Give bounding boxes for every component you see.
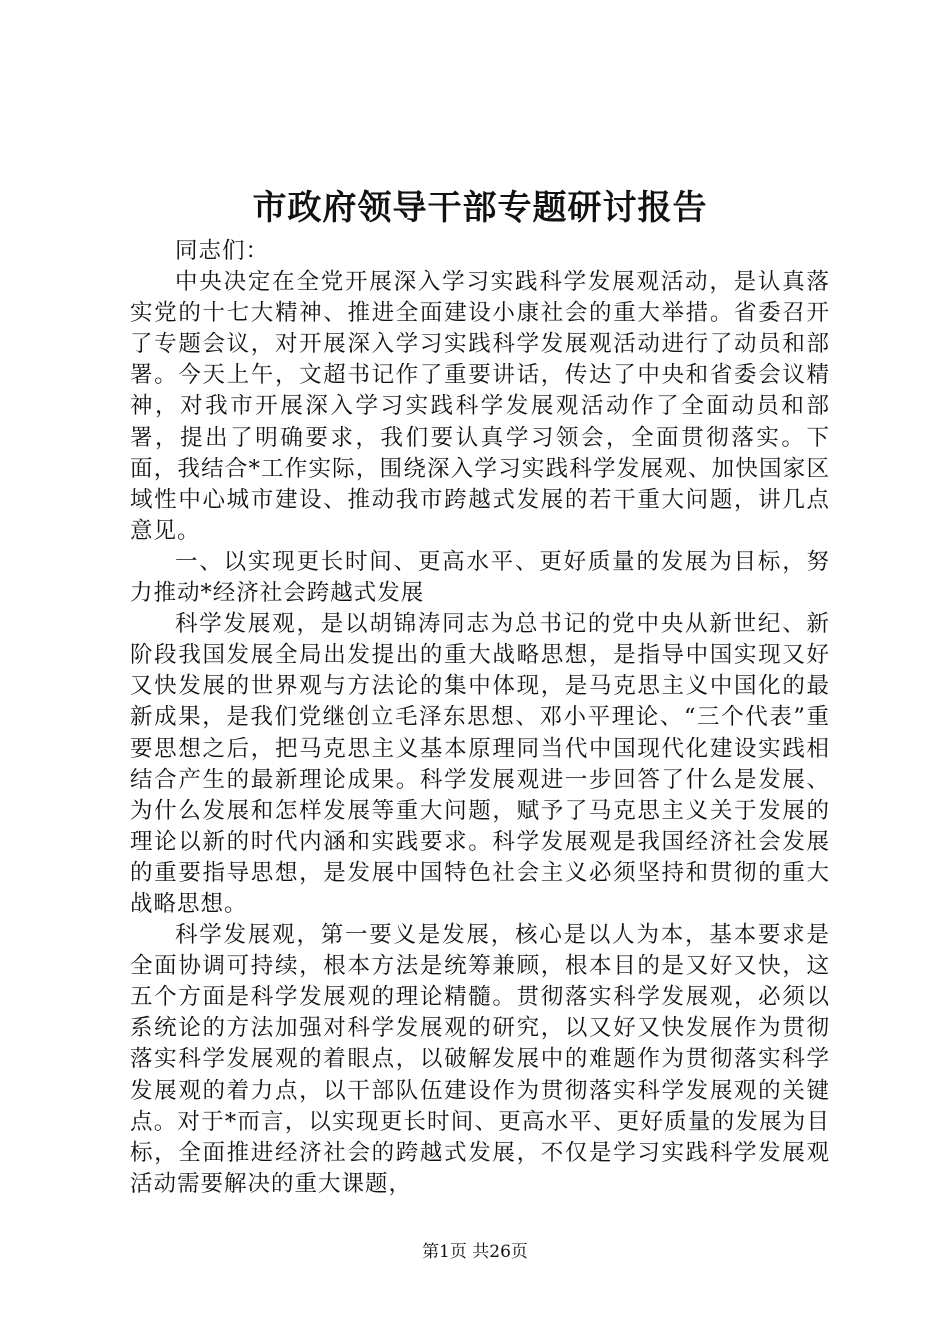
body-paragraph: 科学发展观，是以胡锦涛同志为总书记的党中央从新世纪、新阶段我国发展全局出发提出的重大战略思想，是指导中国实现又好又快发展的世界观与方法论的集中体现，是马克思主义中国化的最新成果，是我们党继创立毛泽东思想、邓小平理论、“三个代表”重要思想之后，把马克思主义基本原理同当代中国现代化建设实践相结合产生的最新理论成果。科学发展观进一步回答了什么是发展、为什么发展和怎样发展等重大问题，赋予了马克思主义关于发展的理论以新的时代内涵和实践要求。科学发展观是我国经济社会发展的重要指导思想，是发展中国特色社会主义必须坚持和贯彻的重大战略思想。	[130, 611, 830, 917]
page-number-footer: 第1页 共26页	[422, 1242, 528, 1262]
section-heading: 一、以实现更长时间、更高水平、更好质量的发展为目标，努力推动*经济社会跨越式发展	[130, 548, 830, 607]
document-title: 市政府领导干部专题研讨报告	[252, 188, 708, 228]
salutation: 同志们：	[175, 238, 270, 264]
body-paragraph: 中央决定在全党开展深入学习实践科学发展观活动，是认真落实党的十七大精神、推进全面建设小康社会的重大举措。省委召开了专题会议，对开展深入学习实践科学发展观活动进行了动员和部署。今天上午，文超书记作了重要讲话，传达了中央和省委会议精神，对我市开展深入学习实践科学发展观活动作了全面动员和部署，提出了明确要求，我们要认真学习领会，全面贯彻落实。下面，我结合*工作实际，围绕深入学习实践科学发展观、加快国家区域性中心城市建设、推动我市跨越式发展的若干重大问题，讲几点意见。	[130, 269, 830, 544]
body-paragraph: 科学发展观，第一要义是发展，核心是以人为本，基本要求是全面协调可持续，根本方法是统筹兼顾，根本目的是又好又快，这五个方面是科学发展观的理论精髓。贯彻落实科学发展观，必须以系统论的方法加强对科学发展观的研究，以又好又快发展作为贯彻落实科学发展观的着眼点，以破解发展中的难题作为贯彻落实科学发展观的着力点，以干部队伍建设作为贯彻落实科学发展观的关键点。对于*而言，以实现更长时间、更高水平、更好质量的发展为目标，全面推进经济社会的跨越式发展，不仅是学习实践科学发展观活动需要解决的重大课题，	[130, 922, 830, 1197]
document-body	[130, 236, 830, 1200]
